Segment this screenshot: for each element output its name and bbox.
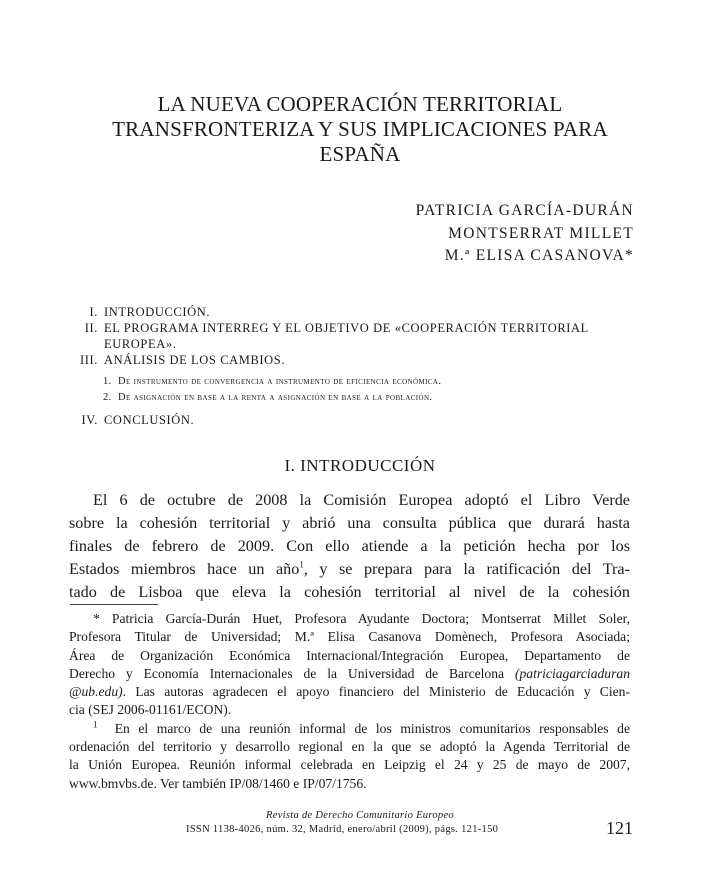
- toc-item-continuation: [0, 336, 720, 352]
- author-name: MONTSERRAT MILLET: [448, 224, 634, 242]
- issn-line: ISSN 1138-4026, núm. 32, Madrid, enero/abril (2009), págs. 121-150: [186, 824, 499, 835]
- toc-item: [0, 320, 720, 336]
- toc-subitem-number: 2.: [103, 392, 112, 403]
- toc-item-text: EL PROGRAMA INTERREG Y EL OBJETIVO DE «COOPERACIÓN TERRITORIAL: [104, 321, 589, 335]
- body-line: tado de Lisboa que eleva la cohesión territorial al nivel de la cohesión: [69, 583, 630, 602]
- body-line: sobre la cohesión territorial y abrió una consulta pública que durará hasta: [69, 514, 630, 533]
- footnote-line: cia (SEJ 2006-01161/ECON).: [69, 702, 232, 718]
- author-list: [416, 200, 634, 268]
- footnote-reference: 1: [299, 559, 304, 570]
- body-line: [69, 558, 630, 581]
- body-text: Estados miembros hace un año: [69, 560, 300, 579]
- journal-name: Revista de Derecho Comunitario Europeo: [266, 810, 454, 821]
- body-line: finales de febrero de 2009. Con ello atiende a la petición hecha por los: [69, 537, 630, 556]
- title-line: TRANSFRONTERIZA Y SUS IMPLICACIONES PARA: [112, 117, 608, 141]
- toc-item-number: IV.: [81, 413, 98, 427]
- author-name: M.ª ELISA CASANOVA*: [444, 247, 634, 264]
- toc-item-text: EUROPEA».: [104, 337, 177, 351]
- footnote-text: En el marco de una reunión informal de los ministros comunitarios responsables de: [114, 720, 631, 736]
- footnote-line: Profesora Titular de Universidad; M.ª Elisa Casanova Domènech, Profesora Asociada;: [69, 629, 630, 645]
- footnotes: [69, 610, 630, 793]
- toc-item-number: I.: [89, 305, 98, 319]
- footnote-marker: 1: [93, 719, 98, 730]
- footnote-line: * Patricia García-Durán Huet, Profesora Ayudante Doctora; Montserrat Millet Soler,: [93, 611, 630, 626]
- toc-item-text: ANÁLISIS DE LOS CAMBIOS.: [104, 353, 286, 367]
- footnote-line: ordenación del territorio y desarrollo regional en la que se adoptó la Agenda Territorial de: [69, 739, 630, 755]
- footnote-line: [69, 720, 630, 738]
- toc-item: [0, 304, 720, 320]
- toc-subitem-text: De asignación en base a la renta a asignación en base a la población.: [118, 392, 433, 403]
- toc-item: [0, 352, 720, 368]
- footnote-line: www.bmvbs.de. Ver también IP/08/1460 e IP/07/1756.: [69, 775, 367, 791]
- footnote-separator: [70, 604, 158, 605]
- title-line: ESPAÑA: [319, 142, 401, 166]
- author-email: @ub.edu): [69, 684, 123, 700]
- toc-subitem-number: 1.: [103, 376, 112, 387]
- article-title: [60, 92, 660, 167]
- author-email: (patriciagarciaduran: [514, 665, 630, 681]
- title-line: LA NUEVA COOPERACIÓN TERRITORIAL: [157, 92, 563, 116]
- page-number: 121: [606, 818, 633, 838]
- toc-item-number: III.: [79, 353, 98, 367]
- toc-item-text: CONCLUSIÓN.: [104, 413, 195, 427]
- body-line: El 6 de octubre de 2008 la Comisión Europea adoptó el Libro Verde: [93, 491, 630, 509]
- toc-subitem: [0, 374, 720, 390]
- toc-subitem-text: De instrumento de convergencia a instrumento de eficiencia económica.: [118, 376, 442, 387]
- footnote-line: [69, 665, 630, 683]
- author-name: PATRICIA GARCÍA-DURÁN: [415, 202, 634, 219]
- section-heading: I. INTRODUCCIÓN: [284, 456, 436, 475]
- toc-item-text: INTRODUCCIÓN.: [104, 305, 211, 319]
- body-paragraph: [69, 489, 630, 604]
- table-of-contents: [0, 304, 720, 428]
- footnote-text: Derecho y Economía Internacionales de la Universidad de Barcelona: [69, 665, 515, 681]
- toc-item: [0, 412, 720, 428]
- footnote-line: Área de Organización Económica Internacional/Integración Europea, Departamento de: [69, 647, 630, 663]
- footnote-line: la Unión Europea. Reunión informal celebrada en Leipzig el 24 y 25 de mayo de 2007,: [69, 757, 630, 773]
- toc-subitem: [0, 390, 720, 406]
- body-text: , y se prepara para la ratificación del Tra-: [303, 560, 630, 579]
- toc-item-number: II.: [84, 321, 98, 335]
- footnote-text: . Las autoras agradecen el apoyo financiero del Ministerio de Educación y Cien-: [122, 684, 630, 700]
- footnote-line: [69, 683, 630, 701]
